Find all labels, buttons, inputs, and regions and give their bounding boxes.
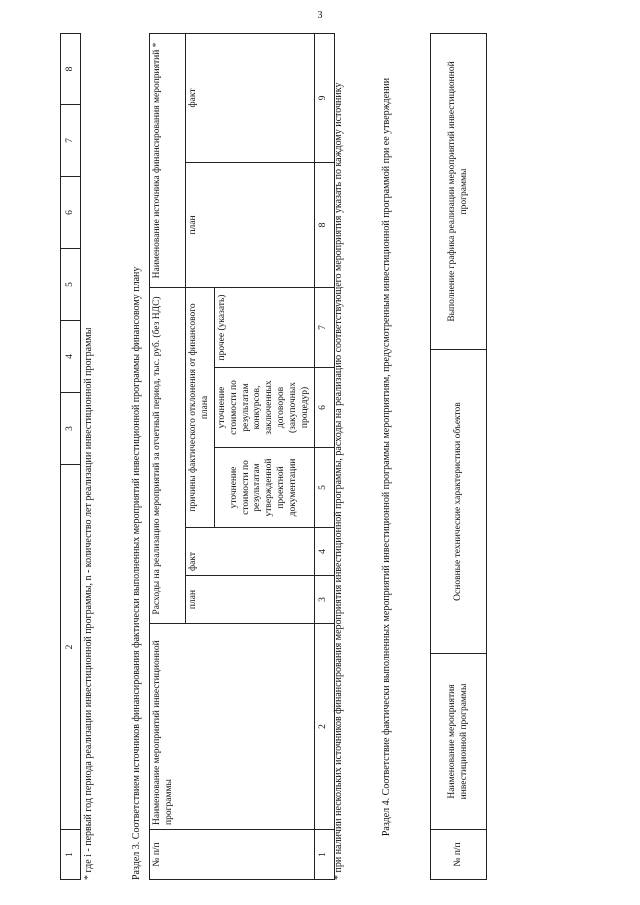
s3-num-2: 2 bbox=[314, 624, 334, 830]
section4-table bbox=[430, 33, 487, 880]
s3-num-9: 9 bbox=[314, 33, 334, 162]
s4-col-num: № п/п bbox=[431, 830, 487, 880]
s3-col-expenses: Расходы на реализацию мероприятий за отчетный период, тыс. руб. (без НДС) bbox=[150, 287, 186, 623]
s3-num-8: 8 bbox=[314, 162, 334, 287]
s3-num-3: 3 bbox=[314, 576, 334, 624]
s3-col-reasons: причины фактического отклонения от финансового плана bbox=[186, 287, 215, 527]
page-number: 3 bbox=[317, 10, 323, 21]
s3-col-src-plan: план bbox=[186, 162, 315, 287]
s3-col-fact: факт bbox=[186, 528, 315, 576]
section4-title: Раздел 4. Соответствие фактически выполненных мероприятий инвестиционной программы мероприятиям, предусмотренным инвестиционной программой при ее утверждении bbox=[381, 77, 392, 837]
s3-num-6: 6 bbox=[314, 368, 334, 448]
s3-col-name: Наименование мероприятий инвестиционной программы bbox=[150, 624, 315, 830]
top-num-7: 7 bbox=[61, 105, 81, 177]
s4-col-schedule: Выполнение графика реализации мероприятий инвестиционной программы bbox=[431, 34, 487, 350]
top-num-4: 4 bbox=[61, 321, 81, 393]
section3-footnote: * при наличии нескольких источников финансирования мероприятия инвестиционной программы, расходы на реализацию соответствующего мероприятия указать по каждому источнику bbox=[333, 82, 344, 880]
top-num-8: 8 bbox=[61, 34, 81, 105]
top-num-2: 2 bbox=[61, 465, 81, 830]
top-num-3: 3 bbox=[61, 393, 81, 465]
rotated-page bbox=[18, 20, 618, 880]
s3-num-1: 1 bbox=[314, 830, 334, 880]
s4-col-name: Наименование мероприятия инвестиционной программы bbox=[431, 654, 487, 830]
top-num-6: 6 bbox=[61, 177, 81, 249]
section3-title: Раздел 3. Соответствием источников финансирования фактически выполненных мероприятий инвестиционной программы финансовому плану bbox=[131, 266, 142, 880]
top-num-5: 5 bbox=[61, 249, 81, 321]
top-table bbox=[60, 33, 81, 880]
s3-col-reason-3: прочее (указать) bbox=[214, 287, 314, 367]
s3-col-reason-2: уточнение стоимости по результатам конкурсов, заключенных договоров (закупочных процедур) bbox=[214, 368, 314, 448]
section3-table bbox=[149, 33, 335, 880]
footnote-top: * где i - первый год периода реализации инвестиционной программы, n - количество лет реализации инвестиционной программы bbox=[83, 327, 94, 880]
s4-col-tech: Основные технические характеристики объектов bbox=[431, 350, 487, 654]
s3-num-4: 4 bbox=[314, 528, 334, 576]
top-num-1: 1 bbox=[61, 830, 81, 880]
s3-col-plan: план bbox=[186, 576, 315, 624]
s3-num-5: 5 bbox=[314, 448, 334, 528]
s3-col-source: Наименование источника финансирования мероприятий * bbox=[150, 33, 186, 287]
s3-col-src-fact: факт bbox=[186, 33, 315, 162]
s3-col-reason-1: уточнение стоимости по результатам утвержденной проектной документации bbox=[214, 448, 314, 528]
s3-num-7: 7 bbox=[314, 287, 334, 367]
s3-col-num: № п/п bbox=[150, 830, 315, 880]
